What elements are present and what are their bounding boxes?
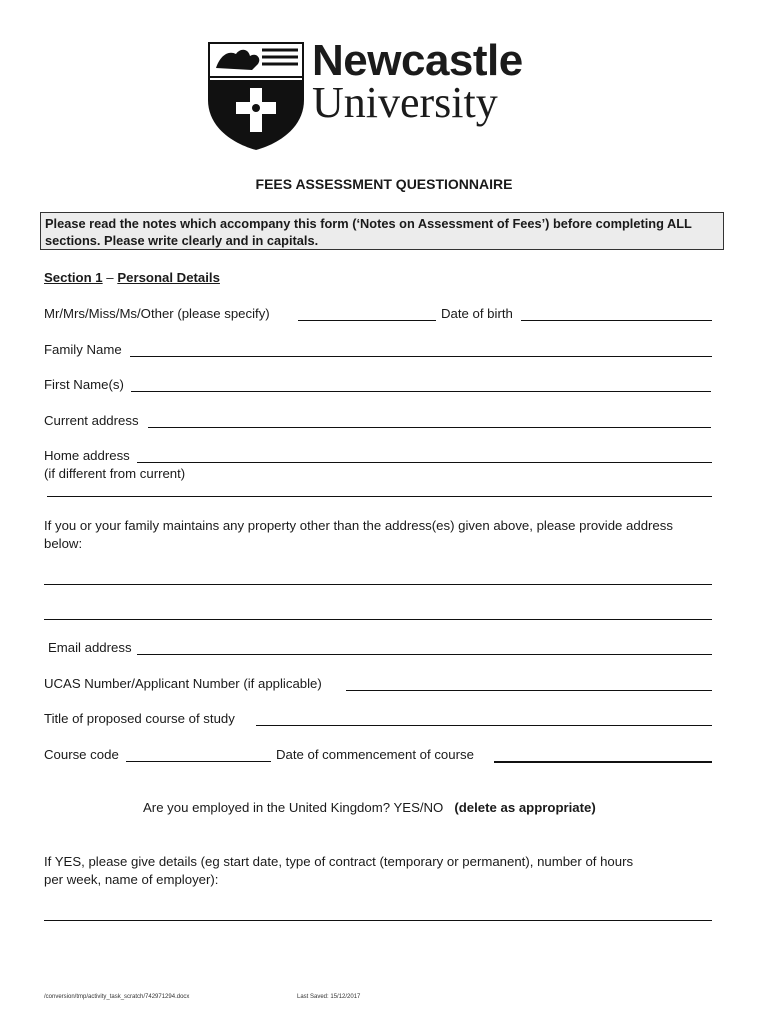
home-address-label: Home address bbox=[44, 448, 130, 463]
footer-last-saved: Last Saved: 15/12/2017 bbox=[297, 994, 361, 1000]
first-names-label: First Name(s) bbox=[44, 377, 124, 392]
course-code-label: Course code bbox=[44, 747, 119, 762]
logo-wordmark-line1: Newcastle bbox=[312, 36, 523, 85]
title-field-label: Mr/Mrs/Miss/Ms/Other (please specify) bbox=[44, 306, 270, 321]
course-title-label: Title of proposed course of study bbox=[44, 711, 235, 726]
family-name-input[interactable] bbox=[130, 356, 712, 357]
section-name: Personal Details bbox=[117, 270, 220, 285]
email-input[interactable] bbox=[137, 654, 712, 655]
home-address-input-2[interactable] bbox=[47, 496, 712, 497]
title-field-input[interactable] bbox=[298, 320, 436, 321]
course-code-input[interactable] bbox=[126, 761, 271, 762]
ucas-label: UCAS Number/Applicant Number (if applicable) bbox=[44, 676, 322, 691]
employment-details-line-2: per week, name of employer): bbox=[44, 872, 219, 887]
employment-details-input[interactable] bbox=[44, 920, 712, 921]
dob-field-input[interactable] bbox=[521, 320, 712, 321]
notice-line-1: Please read the notes which accompany this form (‘Notes on Assessment of Fees’) before completing ALL bbox=[45, 216, 692, 231]
commencement-input[interactable] bbox=[494, 761, 712, 763]
footer-file-path: /conversion/tmp/activity_task_scratch/742971294.docx bbox=[44, 994, 190, 1000]
notice-line-2: sections. Please write clearly and in capitals. bbox=[45, 233, 319, 248]
employment-question-text: Are you employed in the United Kingdom? YES/NO bbox=[143, 800, 444, 815]
section-number: Section 1 bbox=[44, 270, 103, 285]
property-address-input-2[interactable] bbox=[44, 619, 712, 620]
property-address-input-1[interactable] bbox=[44, 584, 712, 585]
employment-details-line-1: If YES, please give details (eg start date, type of contract (temporary or permanent), number of hours bbox=[44, 854, 634, 869]
dob-field-label: Date of birth bbox=[441, 306, 513, 321]
home-address-input-1[interactable] bbox=[137, 462, 712, 463]
commencement-label: Date of commencement of course bbox=[276, 747, 474, 762]
current-address-label: Current address bbox=[44, 413, 139, 428]
employment-question-instruction: (delete as appropriate) bbox=[454, 800, 596, 815]
family-name-label: Family Name bbox=[44, 342, 122, 357]
home-address-note: (if different from current) bbox=[44, 466, 186, 481]
form-title: FEES ASSESSMENT QUESTIONNAIRE bbox=[255, 176, 513, 192]
logo-wordmark-line2: University bbox=[312, 78, 498, 127]
course-title-input[interactable] bbox=[256, 725, 712, 726]
current-address-input[interactable] bbox=[148, 427, 711, 428]
instructions-notice bbox=[40, 212, 724, 250]
employment-question bbox=[143, 799, 596, 817]
section-heading bbox=[44, 270, 220, 285]
email-label: Email address bbox=[48, 640, 132, 655]
section-dash: – bbox=[102, 270, 118, 285]
first-names-input[interactable] bbox=[131, 391, 711, 392]
ucas-input[interactable] bbox=[346, 690, 712, 691]
university-crest-icon bbox=[206, 40, 306, 152]
property-prompt-line-1: If you or your family maintains any property other than the address(es) given above, please provide address bbox=[44, 518, 673, 533]
property-prompt-line-2: below: bbox=[44, 536, 83, 551]
